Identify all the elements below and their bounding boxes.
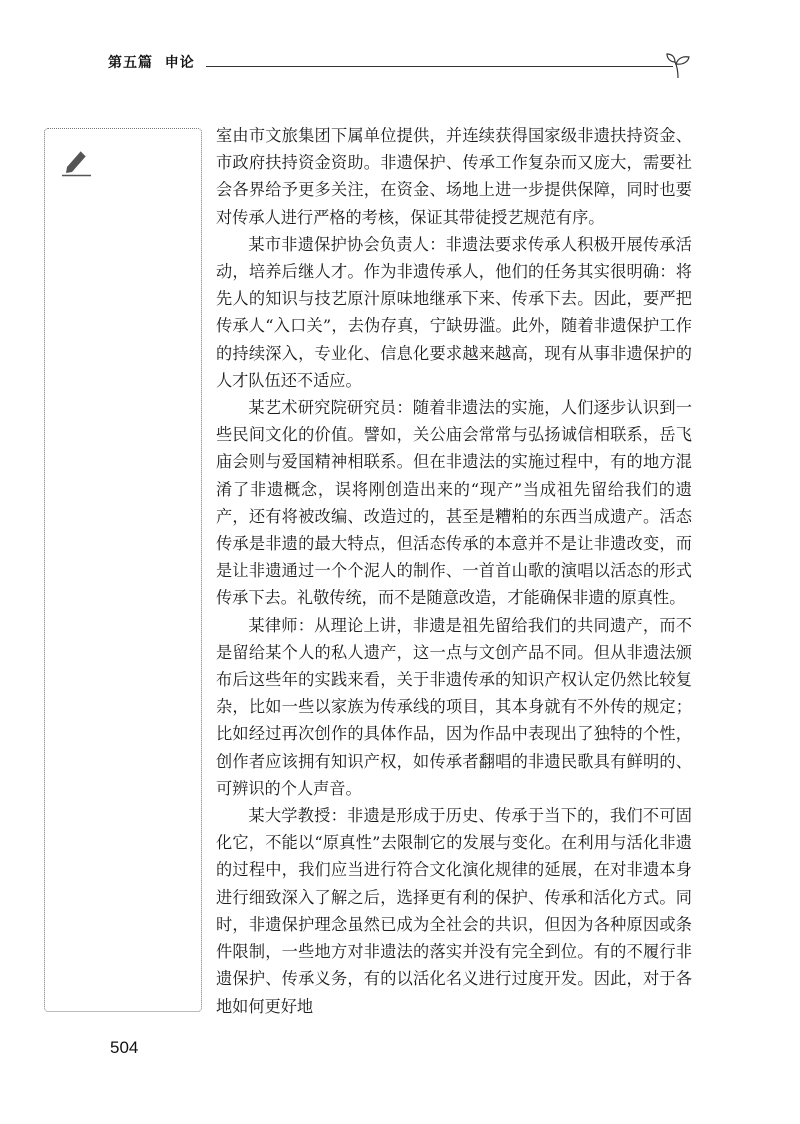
paragraph: 某艺术研究院研究员：随着非遗法的实施，人们逐步认识到一些民间文化的价值。譬如，关公庙会常常与弘扬诚信相联系，岳飞庙会则与爱国精神相联系。但在非遗法的实施过程中，有的地方混淆了非遗概念，误将刚创造出来的“现产”当成祖先留给我们的遗产，还有将被改编、改造过的，甚至是糟粕的东西当成遗产。活态传承是非遗的最大特点，但活态传承的本意并不是让非遗改变，而是让非遗通过一个个泥人的制作、一首首山歌的演唱以活态的形式传承下去。礼敬传统，而不是随意改造，才能确保非遗的原真性。: [216, 398, 692, 608]
page-number: 504: [110, 1038, 139, 1057]
paragraph: 室由市文旅集团下属单位提供，并连续获得国家级非遗扶持资金、市政府扶持资金资助。非遗保护、传承工作复杂而又庞大，需要社会各界给予更多关注，在资金、场地上进一步提供保障，同时也要对传承人进行严格的考核，保证其带徒授艺规范有序。: [216, 126, 692, 227]
body-text: [216, 122, 692, 1020]
paragraph: 某律师：从理论上讲，非遗是祖先留给我们的共同遗产，而不是留给某个人的私人遗产，这一点与文创产品不同。但从非遗法颁布后这些年的实践来看，关于非遗传承的知识产权认定仍然比较复杂，比如一些以家族为传承线的项目，其本身就有不外传的规定；比如经过再次创作的具体作品，因为作品中表现出了独特的个性，创作者应该拥有知识产权，如传承者翻唱的非遗民歌具有鲜明的、可辨识的个人声音。: [216, 615, 692, 798]
header-part: 第五篇: [108, 55, 153, 71]
notes-margin-box: [44, 128, 202, 1012]
pencil-icon: [61, 147, 93, 177]
running-header: [108, 50, 693, 80]
header-rule: [206, 66, 673, 67]
header-title: [108, 52, 195, 72]
header-section: 申论: [164, 55, 195, 71]
paragraph: 某大学教授：非遗是形成于历史、传承于当下的，我们不可固化它，不能以“原真性”去限制它的发展与变化。在利用与活化非遗的过程中，我们应当进行符合文化演化规律的延展，在对非遗本身进行细致深入了解之后，选择更有利的保护、传承和活化方式。同时，非遗保护理念虽然已成为全社会的共识，但因为各种原因或条件限制，一些地方对非遗法的落实并没有完全到位。有的不履行非遗保护、传承义务，有的以活化名义进行过度开发。因此，对于各地如何更好地: [216, 806, 692, 1016]
paragraph: 某市非遗保护协会负责人：非遗法要求传承人积极开展传承活动，培养后继人才。作为非遗传承人，他们的任务其实很明确：将先人的知识与技艺原汁原味地继承下来、传承下去。因此，要严把传承人“入口关”，去伪存真，宁缺毋滥。此外，随着非遗保护工作的持续深入，专业化、信息化要求越来越高，现有从事非遗保护的人才队伍还不适应。: [216, 234, 692, 390]
sprout-icon: [665, 50, 693, 80]
